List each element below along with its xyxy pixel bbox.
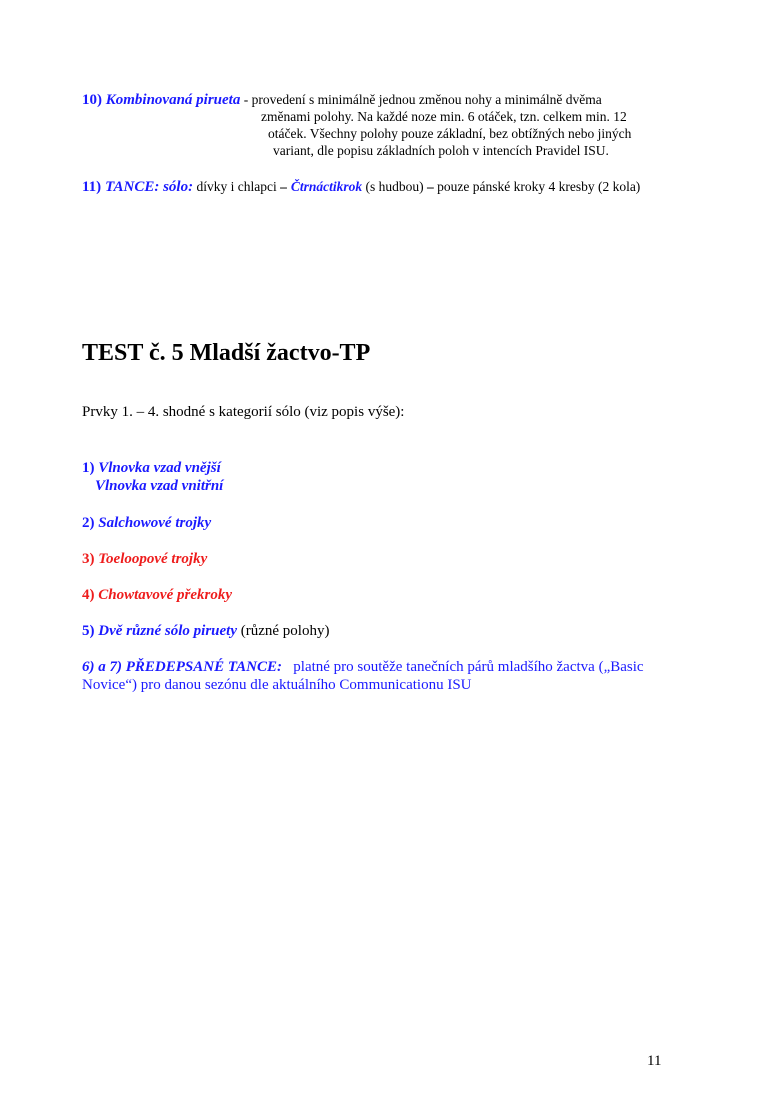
element-4-number: 4) [82,587,95,603]
element-5 [82,623,329,640]
item-11-dance: Čtrnáctikrok [290,179,363,194]
page-number: 11 [647,1053,662,1069]
item-11 [82,178,640,196]
element-6-7-desc-1: platné pro soutěže tanečních párů mladšího žactva („Basic [282,659,644,675]
item-11-text-1: dívky i chlapci [193,179,281,194]
element-6-7-title: 6) a 7) PŘEDEPSANÉ TANCE: [82,659,283,675]
element-4-name: Chowtavové překroky [98,587,232,603]
test-intro: Prvky 1. – 4. shodné s kategorií sólo (viz popis výše): [82,404,405,420]
element-3-name: Toeloopové trojky [98,551,208,567]
element-3-number: 3) [82,551,95,567]
item-10-number: 10) [82,92,102,108]
element-2-name: Salchowové trojky [98,515,212,531]
element-1-number: 1) [82,460,95,476]
item-11-number: 11) [82,179,102,195]
item-10-dash: - [240,92,252,107]
item-11-text-3: pouze pánské kroky 4 kresby (2 kola) [433,179,641,194]
element-6-7-line-1 [82,659,644,676]
element-4 [82,587,232,604]
item-10-desc-3: otáček. Všechny polohy pouze základní, bez obtížných nebo jiných [268,126,632,141]
element-1 [82,460,221,477]
element-3 [82,551,207,568]
element-1-name-a: Vlnovka vzad vnější [98,460,221,476]
element-5-note: (různé polohy) [237,623,330,639]
element-5-name: Dvě různé sólo piruety [98,623,237,639]
element-6-7-desc-2: Novice“) pro danou sezónu dle aktuálního Communicationu ISU [82,677,472,693]
item-10-desc-4: variant, dle popisu základních poloh v intencích Pravidel ISU. [273,143,609,158]
item-11-title: TANCE: sólo: [105,179,194,195]
element-2 [82,515,211,532]
element-1-name-b: Vlnovka vzad vnitřní [95,478,224,494]
item-11-dash-2: – [426,179,434,194]
item-11-dash: – [280,179,287,194]
element-5-number: 5) [82,623,95,639]
test-heading: TEST č. 5 Mladší žactvo-TP [82,340,371,366]
item-10-desc-1: provedení s minimálně jednou změnou nohy a minimálně dvěma [251,92,602,107]
item-10-desc-2: změnami polohy. Na každé noze min. 6 otáček, tzn. celkem min. 12 [261,109,627,124]
element-2-number: 2) [82,515,95,531]
item-11-text-2: (s hudbou) [362,179,427,194]
item-10-title: Kombinovaná pirueta [105,92,241,108]
item-10-line-1 [82,92,602,109]
